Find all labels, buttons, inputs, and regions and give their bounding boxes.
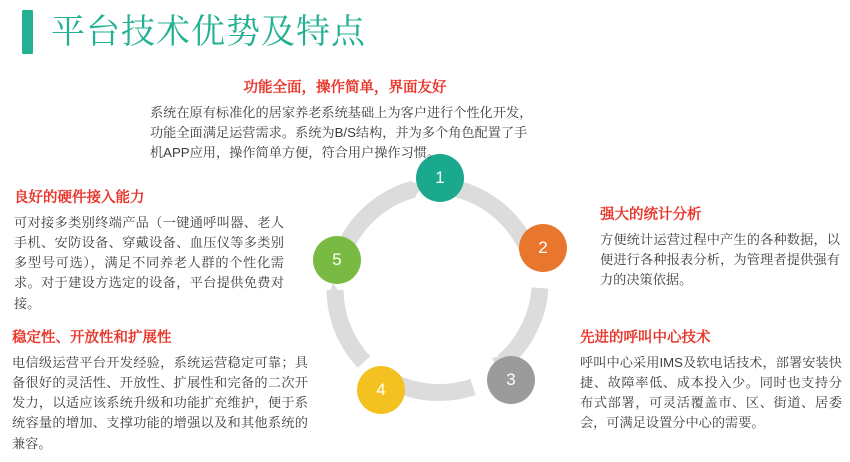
diagram-node-4 — [357, 366, 405, 414]
diagram-node-2 — [519, 224, 567, 272]
feature-block-1-body: 系统在原有标准化的居家养老系统基础上为客户进行个性化开发，功能全面满足运营需求。系统为B/S结构，并为多个角色配置了手机APP应用，操作简单方便，符合用户操作习惯。 — [150, 105, 533, 161]
diagram-node-1-label: 1 — [435, 168, 445, 187]
title-accent-bar — [22, 10, 33, 54]
diagram-node-5 — [313, 236, 361, 284]
circular-flow-diagram — [295, 140, 585, 440]
diagram-node-3-label: 3 — [506, 370, 516, 389]
diagram-node-2-label: 2 — [538, 238, 548, 257]
feature-block-5-heading: 良好的硬件接入能力 — [14, 190, 145, 206]
feature-block-2-heading: 强大的统计分析 — [600, 207, 702, 223]
page-title — [0, 0, 850, 64]
diagram-node-5-label: 5 — [332, 250, 342, 269]
page-title-text: 平台技术优势及特点 — [51, 13, 366, 51]
feature-block-5 — [14, 188, 284, 314]
feature-block-2-body: 方便统计运营过程中产生的各种数据，以便进行各种报表分析，为管理者提供强有力的决策依据。 — [600, 232, 840, 288]
diagram-node-3 — [487, 356, 535, 404]
feature-block-3-body: 呼叫中心采用IMS及软电话技术，部署安装快捷、故障率低、成本投入少。同时也支持分布式部署，可灵活覆盖市、区、街道、居委会，可满足设置分中心的需要。 — [580, 355, 842, 431]
feature-block-4 — [12, 328, 308, 454]
feature-block-1-heading: 功能全面，操作简单，界面友好 — [243, 80, 447, 96]
diagram-node-4-label: 4 — [376, 380, 386, 399]
feature-block-3-heading: 先进的呼叫中心技术 — [580, 330, 711, 346]
feature-block-3 — [580, 328, 842, 434]
feature-block-2 — [600, 205, 840, 290]
feature-block-1 — [150, 78, 540, 163]
feature-block-5-body: 可对接多类别终端产品（一键通呼叫器、老人手机、安防设备、穿戴设备、血压仪等多类别多型号可选），满足不同养老人群的个性化需求。对于建设方选定的设备，平台提供免费对接。 — [14, 215, 284, 311]
feature-block-4-heading: 稳定性、开放性和扩展性 — [12, 330, 172, 346]
feature-block-4-body: 电信级运营平台开发经验，系统运营稳定可靠；具备很好的灵活性、开放性、扩展性和完备的二次开发力，以适应该系统升级和功能扩充维护，便于系统容量的增加、支撑功能的增强以及和其他系统的兼容。 — [12, 355, 308, 451]
